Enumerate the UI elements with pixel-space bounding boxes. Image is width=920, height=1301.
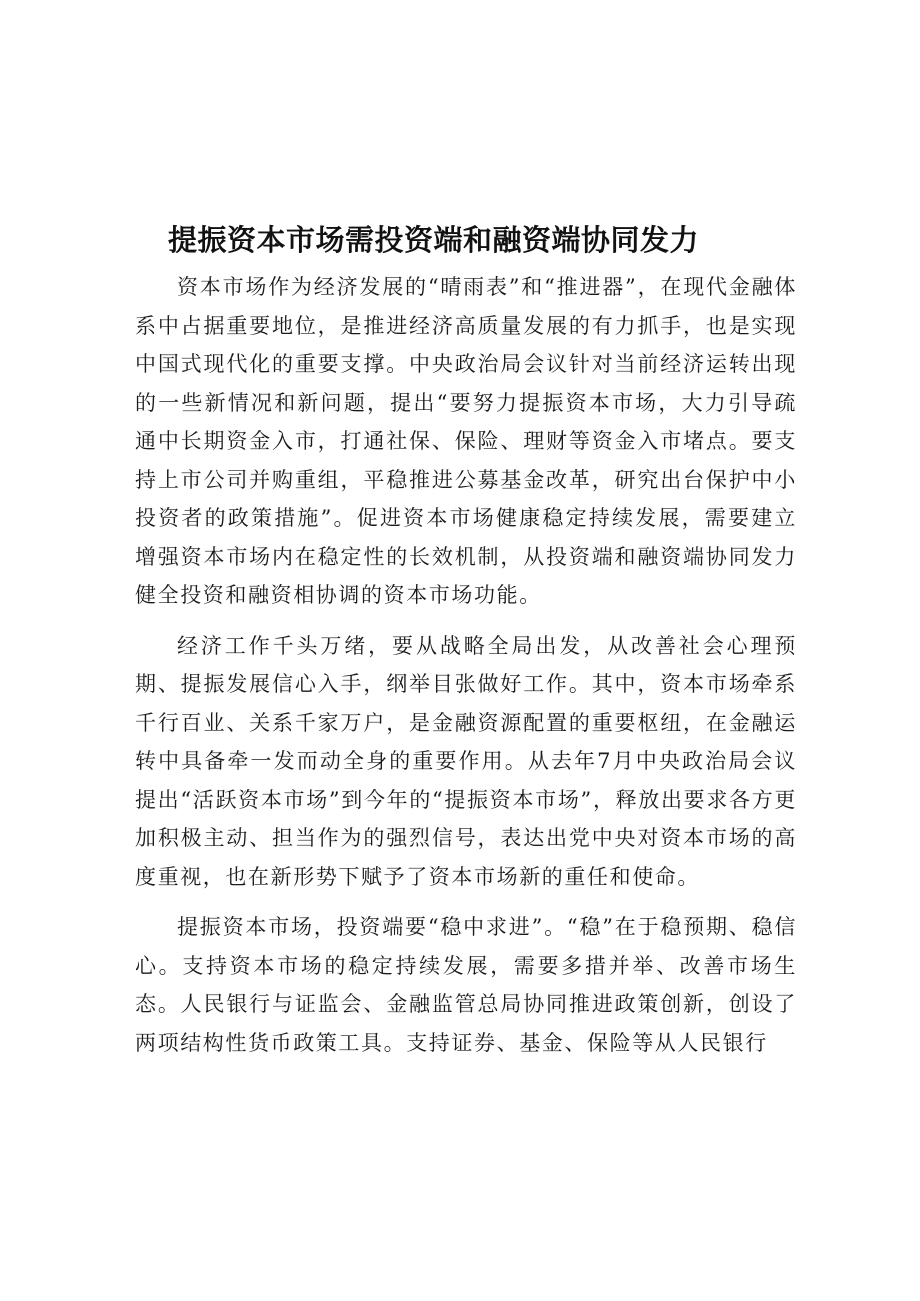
document-title: 提振资本市场需投资端和融资端协同发力 xyxy=(168,223,700,257)
paragraph-2: 经济工作千头万绪，要从战略全局出发，从改善社会心理预期、提振发展信心入手，纲举目张做好工作。其中，资本市场牵系千行百业、关系千家万户，是金融资源配置的重要枢纽，在金融运转中具备牵一发而动全身的重要作用。从去年7月中央政治局会议提出“活跃资本市场”到今年的“提振资本市场”，释放出要求各方更加积极主动、担当作为的强烈信号，表达出党中央对资本市场的高度重视，也在新形势下赋予了资本市场新的重任和使命。 xyxy=(135,633,797,889)
paragraph-3: 提振资本市场，投资端要“稳中求进”。“稳”在于稳预期、稳信心。支持资本市场的稳定持续发展，需要多措并举、改善市场生态。人民银行与证监会、金融监管总局协同推进政策创新，创设了两项结构性货币政策工具。支持证券、基金、保险等从人民银行 xyxy=(135,915,797,1055)
document-body xyxy=(135,268,797,1074)
paragraph-1: 资本市场作为经济发展的“晴雨表”和“推进器”，在现代金融体系中占据重要地位，是推进经济高质量发展的有力抓手，也是实现中国式现代化的重要支撑。中央政治局会议针对当前经济运转出现的一些新情况和新问题，提出“要努力提振资本市场，大力引导疏通中长期资金入市，打通社保、保险、理财等资金入市堵点。要支持上市公司并购重组，平稳推进公募基金改革，研究出台保护中小投资者的政策措施”。促进资本市场健康稳定持续发展，需要建立增强资本市场内在稳定性的长效机制，从投资端和融资端协同发力健全投资和融资相协调的资本市场功能。 xyxy=(135,275,797,607)
